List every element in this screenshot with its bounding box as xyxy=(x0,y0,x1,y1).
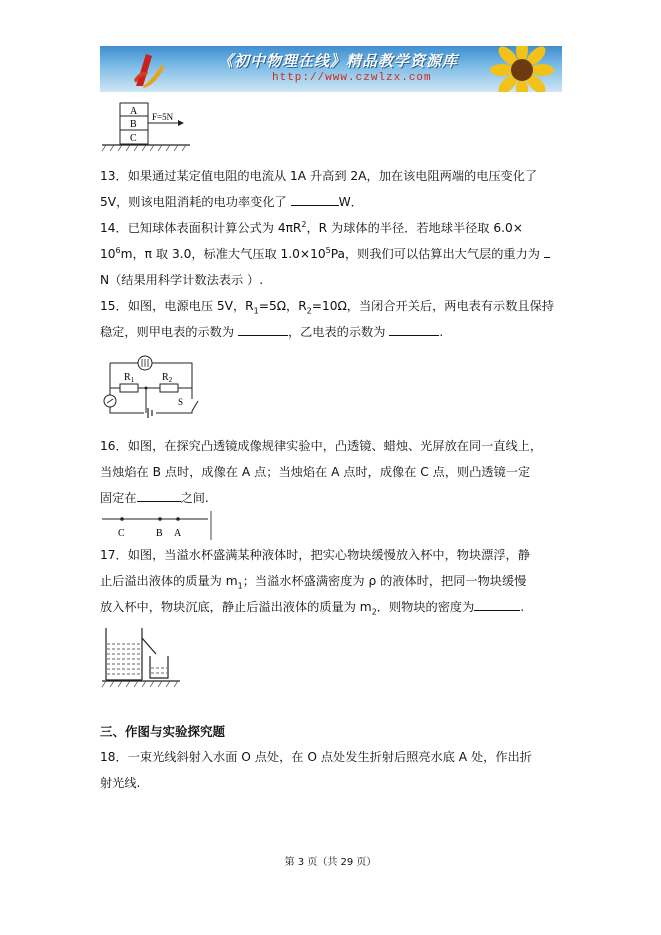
header-banner xyxy=(100,46,562,92)
question-16 xyxy=(100,433,562,511)
q14-text-c: 10 xyxy=(100,247,116,261)
r2-label: $R_2$ xyxy=(162,372,173,384)
q17-line-2 xyxy=(100,568,562,594)
q16-text-b: 之间. xyxy=(180,491,209,505)
question-13 xyxy=(100,163,562,215)
q15-sub-2: 2 xyxy=(306,306,312,316)
q13-line-1: 13．如果通过某定值电阻的电流从 1A 升高到 2A，加在该电阻两端的电压变化了 xyxy=(100,169,538,183)
block-b-label: B xyxy=(130,119,137,130)
q16-text-a: 固定在 xyxy=(100,491,137,505)
q14-line-2 xyxy=(100,241,562,267)
q14-text-a: 14．已知球体表面积计算公式为 4πR xyxy=(100,221,302,235)
q14-line-1 xyxy=(100,215,562,241)
q15-sub-1: 1 xyxy=(253,306,259,316)
q15-text-a: 15．如图，电源电压 5V，R xyxy=(100,299,254,313)
q14-sup-2: 6 xyxy=(115,245,121,255)
r1-label: $R_1$ xyxy=(124,372,135,384)
q15-answer-blank-1[interactable] xyxy=(238,321,288,336)
point-c-label: C xyxy=(118,528,125,539)
section-heading: 三、作图与实验探究题 xyxy=(100,724,226,739)
q17-sub-2: 2 xyxy=(371,607,377,617)
sunflower-icon xyxy=(478,46,558,92)
q15-text-e: ，乙电表的示数为 xyxy=(287,325,386,339)
q15-text-b: =5Ω，R xyxy=(258,299,307,313)
q17-text-c: 放入杯中，物块沉底，静止后溢出液体的质量为 m xyxy=(100,600,372,614)
banner-url[interactable]: http://www.czwlzx.com xyxy=(272,72,432,84)
q15-text-f: . xyxy=(439,325,444,339)
q15-text-c: =10Ω，当闭合开关后，两电表有示数且保持 xyxy=(311,299,554,313)
q16-answer-blank[interactable] xyxy=(137,487,181,502)
circuit-figure xyxy=(100,353,210,419)
banner-title: 《初中物理在线》精品教学资源库 xyxy=(218,52,459,70)
block-a-label: A xyxy=(130,106,138,117)
q17-text-d: ．则物块的密度为 xyxy=(376,600,475,614)
page-footer: 第 3 页（共 29 页） xyxy=(284,857,377,868)
q17-line-3 xyxy=(100,594,562,620)
q17-sub-1: 1 xyxy=(237,581,243,591)
q14-text-d: m，π 取 3.0，标准大气压取 1.0×10 xyxy=(120,247,326,261)
q17-line-1: 17．如图，当溢水杯盛满某种液体时，把实心物块缓慢放入杯中，物块漂浮，静 xyxy=(100,548,530,562)
q13-text: 5V，则该电阻消耗的电功率变化了 xyxy=(100,195,287,209)
stacked-blocks-figure xyxy=(100,100,195,158)
q17-answer-blank[interactable] xyxy=(474,596,520,611)
q17-text-e: . xyxy=(520,600,525,614)
optical-bench-figure xyxy=(100,510,215,542)
q16-line-2: 当烛焰在 B 点时，成像在 A 点；当烛焰在 A 点时，成像在 C 点，则凸透镜一定 xyxy=(100,465,531,479)
question-18 xyxy=(100,744,562,796)
point-a-label: A xyxy=(174,528,182,539)
q15-text-d: 稳定，则甲电表的示数为 xyxy=(100,325,235,339)
question-15 xyxy=(100,293,562,345)
q13-line-2 xyxy=(100,189,562,215)
q14-text-b: ，R 为球体的半径．若地球半径取 6.0× xyxy=(306,221,523,235)
switch-label: S xyxy=(178,397,184,407)
q14-text-e: Pa，则我们可以估算出大气层的重力为 xyxy=(330,247,540,261)
q13-answer-blank[interactable] xyxy=(291,191,339,206)
q14-sup: 2 xyxy=(301,219,307,229)
q16-line-3 xyxy=(100,485,562,511)
point-b-label: B xyxy=(156,528,163,539)
block-c-label: C xyxy=(130,133,137,144)
q14-sup-3: 5 xyxy=(325,245,331,255)
overflow-cup-figure xyxy=(100,624,190,690)
q17-text-b: ；当溢水杯盛满密度为 ρ 的液体时，把同一物块缓慢 xyxy=(242,574,527,588)
force-label: F=5N xyxy=(152,112,174,122)
q16-line-1: 16．如图，在探究凸透镜成像规律实验中，凸透镜、蜡烛、光屏放在同一直线上， xyxy=(100,439,543,453)
q14-answer-blank[interactable] xyxy=(544,243,550,258)
q14-line-3: N（结果用科学计数法表示 ）. xyxy=(100,273,264,287)
q13-unit: W． xyxy=(338,195,363,209)
q15-answer-blank-2[interactable] xyxy=(389,321,439,336)
site-logo-icon xyxy=(130,50,166,90)
q15-line-1 xyxy=(100,293,562,319)
q18-line-1: 18．一束光线斜射入水面 O 点处，在 O 点处发生折射后照亮水底 A 处，作出折 xyxy=(100,750,532,764)
q18-line-2: 射光线. xyxy=(100,776,141,790)
question-17 xyxy=(100,542,562,620)
q17-text-a: 止后溢出液体的质量为 m xyxy=(100,574,238,588)
question-14 xyxy=(100,215,562,293)
q15-line-2 xyxy=(100,319,562,345)
